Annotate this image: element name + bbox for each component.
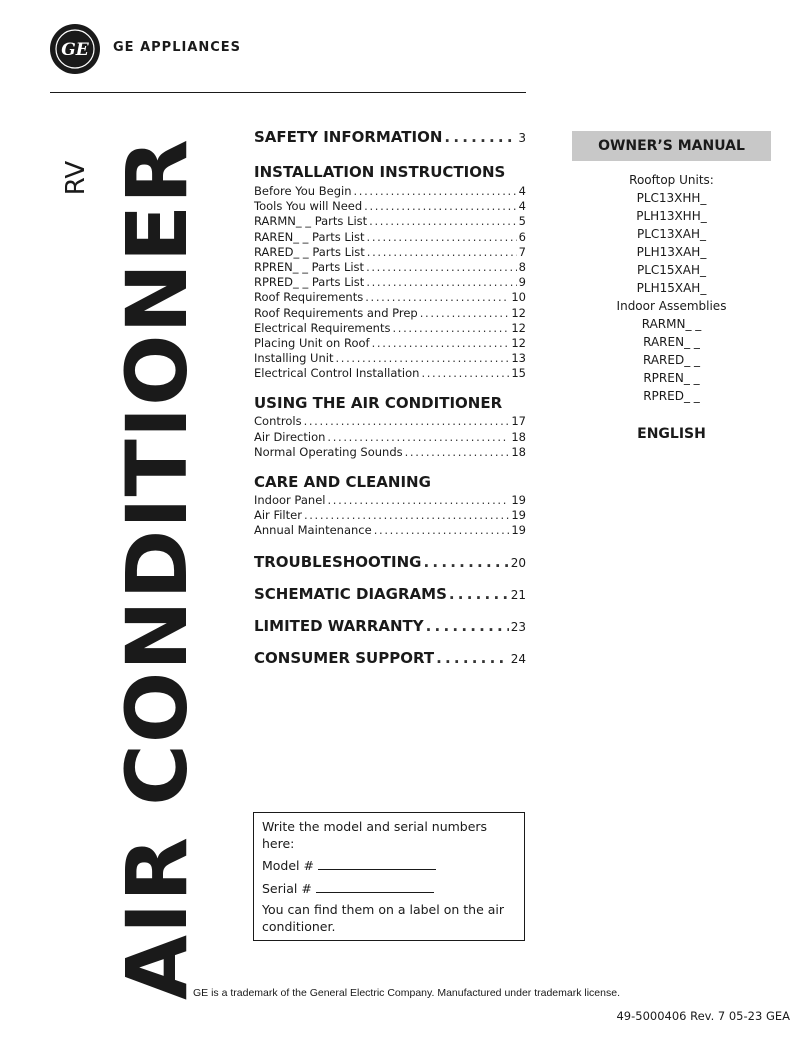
toc-section-safety[interactable]: SAFETY INFORMATION . . . 3 — [254, 128, 526, 154]
language-label: ENGLISH — [637, 426, 706, 442]
toc-entry[interactable]: RARED_ _ Parts List . . . 7 — [254, 245, 526, 260]
header-divider — [50, 92, 526, 93]
toc-entry[interactable]: Air Direction . . . 18 — [254, 430, 526, 445]
toc-using-list — [254, 414, 526, 460]
serial-number-box — [253, 812, 525, 941]
model-list-item: PLC13XHH_ — [636, 191, 707, 205]
model-number-blank[interactable] — [318, 857, 436, 870]
cover-title: AIR CONDITIONER — [108, 138, 206, 1000]
brand-name: GE APPLIANCES — [113, 40, 242, 55]
model-list-item: PLC13XAH_ — [636, 227, 707, 241]
serial-box-intro: Write the model and serial numbers here: — [262, 819, 488, 851]
toc-entry[interactable]: Electrical Control Installation . . . 15 — [254, 366, 526, 381]
model-list-item: Rooftop Units: — [629, 173, 714, 187]
toc-entry[interactable]: Annual Maintenance . . . 19 — [254, 523, 526, 538]
toc-entry[interactable]: Roof Requirements . . . 10 — [254, 290, 526, 305]
serial-number-line[interactable] — [262, 880, 516, 898]
toc-entry[interactable]: Electrical Requirements . . . 12 — [254, 321, 526, 336]
model-number-line[interactable] — [262, 857, 516, 875]
toc-section-support[interactable]: CONSUMER SUPPORT . . . 24 — [254, 649, 526, 681]
model-list-item: Indoor Assemblies — [616, 299, 727, 313]
toc-entry[interactable]: Indoor Panel . . . 19 — [254, 493, 526, 508]
ge-monogram-icon — [50, 24, 100, 74]
document-id: 49-5000406 Rev. 7 05-23 GEA — [616, 1009, 790, 1023]
cover-subtitle: RV — [61, 160, 91, 196]
toc-section-troubleshooting[interactable]: TROUBLESHOOTING . . . 20 — [254, 553, 526, 585]
model-list-item: PLC15XAH_ — [636, 263, 707, 277]
toc-section-schematic[interactable]: SCHEMATIC DIAGRAMS . . . 21 — [254, 585, 526, 617]
toc-installation-list — [254, 184, 526, 381]
owners-manual-label: OWNER’S MANUAL — [572, 131, 771, 161]
model-list-item: RPRED_ _ — [643, 389, 700, 403]
model-list-item: RARED_ _ — [642, 353, 701, 367]
toc-entry[interactable]: Tools You will Need . . . 4 — [254, 199, 526, 214]
model-list-item: RPREN_ _ — [643, 371, 700, 385]
toc-entry[interactable]: Air Filter . . . 19 — [254, 508, 526, 523]
toc-entry[interactable]: Roof Requirements and Prep . . . 12 — [254, 306, 526, 321]
toc-section-warranty[interactable]: LIMITED WARRANTY . . . 23 — [254, 617, 526, 649]
toc-section-care[interactable]: CARE AND CLEANING — [254, 473, 431, 491]
toc-entry[interactable]: Installing Unit . . . 13 — [254, 351, 526, 366]
model-number-label: Model # — [262, 858, 314, 873]
model-list-item: PLH13XAH_ — [636, 245, 707, 259]
toc-section-using[interactable]: USING THE AIR CONDITIONER — [254, 394, 503, 413]
model-list-item: RAREN_ _ — [643, 335, 700, 349]
toc-entry[interactable]: Placing Unit on Roof . . . 12 — [254, 336, 526, 351]
trademark-notice: GE is a trademark of the General Electric Company. Manufactured under trademark license. — [193, 987, 620, 999]
table-of-contents — [254, 128, 526, 681]
model-list — [572, 171, 771, 405]
toc-entry[interactable]: RAREN_ _ Parts List . . . 6 — [254, 230, 526, 245]
toc-entry[interactable]: Before You Begin . . . 4 — [254, 184, 526, 199]
toc-entry[interactable]: RARMN_ _ Parts List . . . 5 — [254, 214, 526, 229]
toc-section-installation[interactable]: INSTALLATION INSTRUCTIONS — [254, 163, 506, 181]
serial-number-blank[interactable] — [316, 880, 434, 893]
model-list-item: RARMN_ _ — [641, 317, 702, 331]
toc-entry[interactable]: Controls . . . 17 — [254, 414, 526, 429]
model-list-item: PLH15XAH_ — [636, 281, 707, 295]
toc-entry[interactable]: Normal Operating Sounds . . . 18 — [254, 445, 526, 460]
toc-entry[interactable]: RPREN_ _ Parts List . . . 8 — [254, 260, 526, 275]
toc-care-list — [254, 493, 526, 539]
toc-entry[interactable]: RPRED_ _ Parts List . . . 9 — [254, 275, 526, 290]
svg-text:GE: GE — [61, 40, 89, 60]
serial-box-note: You can find them on a label on the air conditioner. — [262, 902, 504, 934]
serial-number-label: Serial # — [262, 880, 312, 896]
model-list-item: PLH13XHH_ — [636, 209, 707, 223]
